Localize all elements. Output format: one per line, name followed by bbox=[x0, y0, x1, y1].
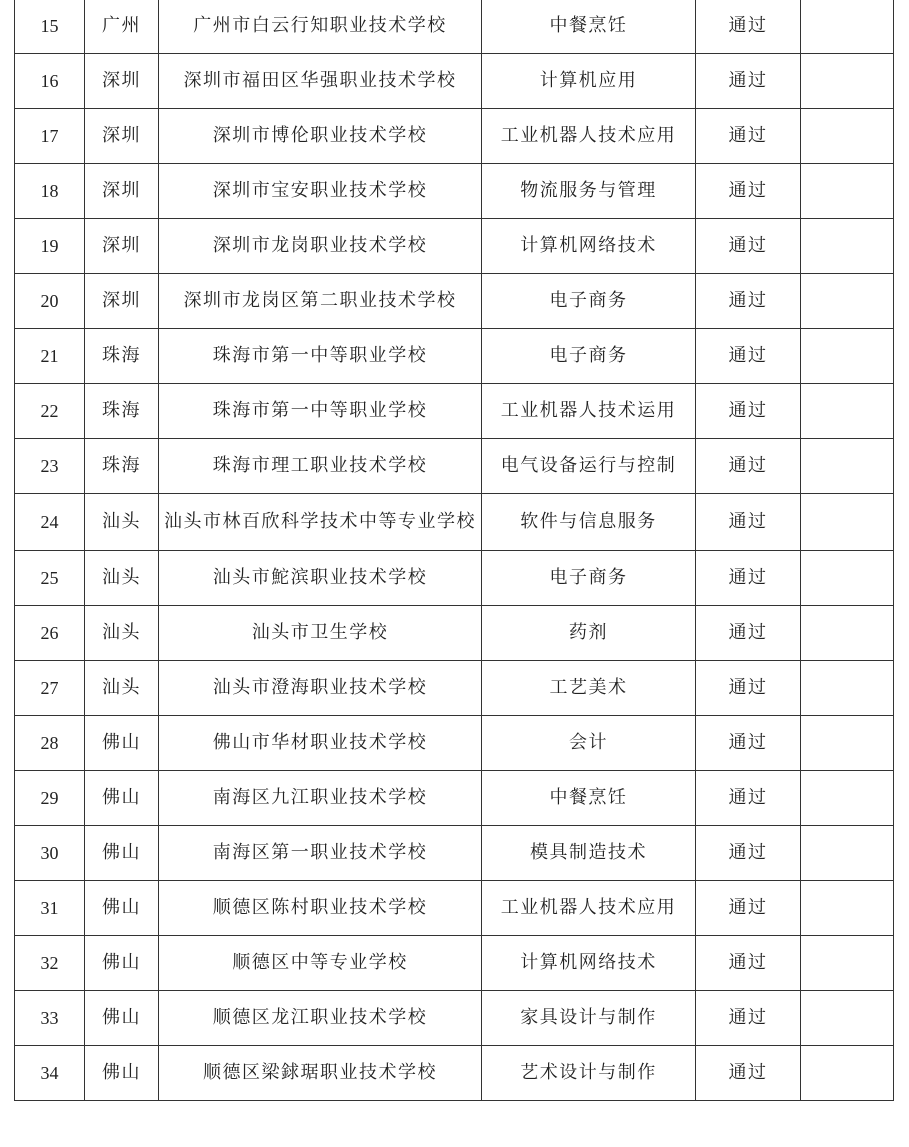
school-cell: 顺德区中等专业学校 bbox=[159, 936, 482, 991]
note-cell bbox=[801, 1046, 894, 1101]
note-cell bbox=[801, 881, 894, 936]
city-cell: 佛山 bbox=[85, 716, 159, 771]
result-cell: 通过 bbox=[696, 881, 801, 936]
school-cell: 南海区九江职业技术学校 bbox=[159, 771, 482, 826]
city-cell: 佛山 bbox=[85, 771, 159, 826]
major-cell: 计算机应用 bbox=[482, 54, 696, 109]
note-cell bbox=[801, 439, 894, 494]
row-number: 23 bbox=[15, 439, 85, 494]
table-row bbox=[15, 494, 894, 551]
result-cell: 通过 bbox=[696, 329, 801, 384]
result-cell: 通过 bbox=[696, 54, 801, 109]
row-number: 25 bbox=[15, 551, 85, 606]
city-cell: 汕头 bbox=[85, 661, 159, 716]
table-row bbox=[15, 936, 894, 991]
table-row bbox=[15, 384, 894, 439]
school-cell: 顺德区龙江职业技术学校 bbox=[159, 991, 482, 1046]
major-cell: 会计 bbox=[482, 716, 696, 771]
result-cell: 通过 bbox=[696, 219, 801, 274]
note-cell bbox=[801, 936, 894, 991]
school-cell: 南海区第一职业技术学校 bbox=[159, 826, 482, 881]
school-cell: 广州市白云行知职业技术学校 bbox=[159, 0, 482, 54]
school-cell: 珠海市第一中等职业学校 bbox=[159, 329, 482, 384]
note-cell bbox=[801, 991, 894, 1046]
row-number: 32 bbox=[15, 936, 85, 991]
note-cell bbox=[801, 661, 894, 716]
table-row bbox=[15, 551, 894, 606]
city-cell: 佛山 bbox=[85, 936, 159, 991]
row-number: 29 bbox=[15, 771, 85, 826]
table-row bbox=[15, 164, 894, 219]
row-number: 20 bbox=[15, 274, 85, 329]
table-row bbox=[15, 0, 894, 54]
city-cell: 深圳 bbox=[85, 54, 159, 109]
table-row bbox=[15, 1046, 894, 1101]
note-cell bbox=[801, 606, 894, 661]
school-cell: 深圳市福田区华强职业技术学校 bbox=[159, 54, 482, 109]
major-cell: 工艺美术 bbox=[482, 661, 696, 716]
major-cell: 模具制造技术 bbox=[482, 826, 696, 881]
table-row bbox=[15, 439, 894, 494]
row-number: 26 bbox=[15, 606, 85, 661]
row-number: 33 bbox=[15, 991, 85, 1046]
result-cell: 通过 bbox=[696, 771, 801, 826]
result-cell: 通过 bbox=[696, 551, 801, 606]
city-cell: 珠海 bbox=[85, 329, 159, 384]
result-cell: 通过 bbox=[696, 384, 801, 439]
city-cell: 佛山 bbox=[85, 881, 159, 936]
major-cell: 中餐烹饪 bbox=[482, 0, 696, 54]
result-cell: 通过 bbox=[696, 0, 801, 54]
table-row bbox=[15, 606, 894, 661]
major-cell: 物流服务与管理 bbox=[482, 164, 696, 219]
city-cell: 汕头 bbox=[85, 551, 159, 606]
note-cell bbox=[801, 219, 894, 274]
result-cell: 通过 bbox=[696, 1046, 801, 1101]
school-cell: 汕头市林百欣科学技术中等专业学校 bbox=[159, 494, 482, 551]
school-cell: 珠海市第一中等职业学校 bbox=[159, 384, 482, 439]
note-cell bbox=[801, 274, 894, 329]
city-cell: 汕头 bbox=[85, 606, 159, 661]
table-row bbox=[15, 54, 894, 109]
school-cell: 顺德区梁銶琚职业技术学校 bbox=[159, 1046, 482, 1101]
table-row bbox=[15, 274, 894, 329]
table-body bbox=[15, 0, 894, 1101]
school-cell: 佛山市华材职业技术学校 bbox=[159, 716, 482, 771]
school-cell: 深圳市龙岗区第二职业技术学校 bbox=[159, 274, 482, 329]
result-cell: 通过 bbox=[696, 826, 801, 881]
table-row bbox=[15, 991, 894, 1046]
table-row bbox=[15, 771, 894, 826]
major-cell: 药剂 bbox=[482, 606, 696, 661]
result-cell: 通过 bbox=[696, 716, 801, 771]
result-cell: 通过 bbox=[696, 661, 801, 716]
table-row bbox=[15, 716, 894, 771]
result-cell: 通过 bbox=[696, 936, 801, 991]
row-number: 15 bbox=[15, 0, 85, 54]
major-cell: 软件与信息服务 bbox=[482, 494, 696, 551]
city-cell: 广州 bbox=[85, 0, 159, 54]
major-cell: 计算机网络技术 bbox=[482, 936, 696, 991]
major-cell: 工业机器人技术应用 bbox=[482, 881, 696, 936]
result-cell: 通过 bbox=[696, 109, 801, 164]
row-number: 30 bbox=[15, 826, 85, 881]
city-cell: 珠海 bbox=[85, 439, 159, 494]
school-cell: 汕头市卫生学校 bbox=[159, 606, 482, 661]
city-cell: 佛山 bbox=[85, 991, 159, 1046]
school-cell: 珠海市理工职业技术学校 bbox=[159, 439, 482, 494]
major-cell: 工业机器人技术运用 bbox=[482, 384, 696, 439]
school-cell: 汕头市澄海职业技术学校 bbox=[159, 661, 482, 716]
row-number: 31 bbox=[15, 881, 85, 936]
note-cell bbox=[801, 384, 894, 439]
school-cell: 深圳市博伦职业技术学校 bbox=[159, 109, 482, 164]
note-cell bbox=[801, 716, 894, 771]
row-number: 22 bbox=[15, 384, 85, 439]
note-cell bbox=[801, 826, 894, 881]
row-number: 34 bbox=[15, 1046, 85, 1101]
school-cell: 深圳市龙岗职业技术学校 bbox=[159, 219, 482, 274]
school-cell: 深圳市宝安职业技术学校 bbox=[159, 164, 482, 219]
note-cell bbox=[801, 329, 894, 384]
row-number: 21 bbox=[15, 329, 85, 384]
major-cell: 计算机网络技术 bbox=[482, 219, 696, 274]
major-cell: 电子商务 bbox=[482, 329, 696, 384]
note-cell bbox=[801, 164, 894, 219]
major-cell: 中餐烹饪 bbox=[482, 771, 696, 826]
table-row bbox=[15, 109, 894, 164]
major-cell: 电气设备运行与控制 bbox=[482, 439, 696, 494]
school-cell: 汕头市鮀滨职业技术学校 bbox=[159, 551, 482, 606]
result-cell: 通过 bbox=[696, 991, 801, 1046]
city-cell: 深圳 bbox=[85, 219, 159, 274]
note-cell bbox=[801, 0, 894, 54]
row-number: 27 bbox=[15, 661, 85, 716]
result-cell: 通过 bbox=[696, 274, 801, 329]
note-cell bbox=[801, 54, 894, 109]
result-cell: 通过 bbox=[696, 164, 801, 219]
result-cell: 通过 bbox=[696, 439, 801, 494]
table-row bbox=[15, 826, 894, 881]
note-cell bbox=[801, 771, 894, 826]
row-number: 18 bbox=[15, 164, 85, 219]
note-cell bbox=[801, 551, 894, 606]
note-cell bbox=[801, 494, 894, 551]
row-number: 16 bbox=[15, 54, 85, 109]
city-cell: 珠海 bbox=[85, 384, 159, 439]
row-number: 24 bbox=[15, 494, 85, 551]
major-cell: 电子商务 bbox=[482, 551, 696, 606]
city-cell: 佛山 bbox=[85, 826, 159, 881]
table-row bbox=[15, 219, 894, 274]
school-cell: 顺德区陈村职业技术学校 bbox=[159, 881, 482, 936]
major-cell: 家具设计与制作 bbox=[482, 991, 696, 1046]
city-cell: 深圳 bbox=[85, 164, 159, 219]
row-number: 17 bbox=[15, 109, 85, 164]
school-table bbox=[14, 0, 894, 1101]
result-cell: 通过 bbox=[696, 494, 801, 551]
major-cell: 艺术设计与制作 bbox=[482, 1046, 696, 1101]
city-cell: 佛山 bbox=[85, 1046, 159, 1101]
result-cell: 通过 bbox=[696, 606, 801, 661]
major-cell: 工业机器人技术应用 bbox=[482, 109, 696, 164]
city-cell: 深圳 bbox=[85, 274, 159, 329]
note-cell bbox=[801, 109, 894, 164]
row-number: 28 bbox=[15, 716, 85, 771]
city-cell: 深圳 bbox=[85, 109, 159, 164]
table-row bbox=[15, 661, 894, 716]
table-row bbox=[15, 881, 894, 936]
row-number: 19 bbox=[15, 219, 85, 274]
city-cell: 汕头 bbox=[85, 494, 159, 551]
table-row bbox=[15, 329, 894, 384]
major-cell: 电子商务 bbox=[482, 274, 696, 329]
